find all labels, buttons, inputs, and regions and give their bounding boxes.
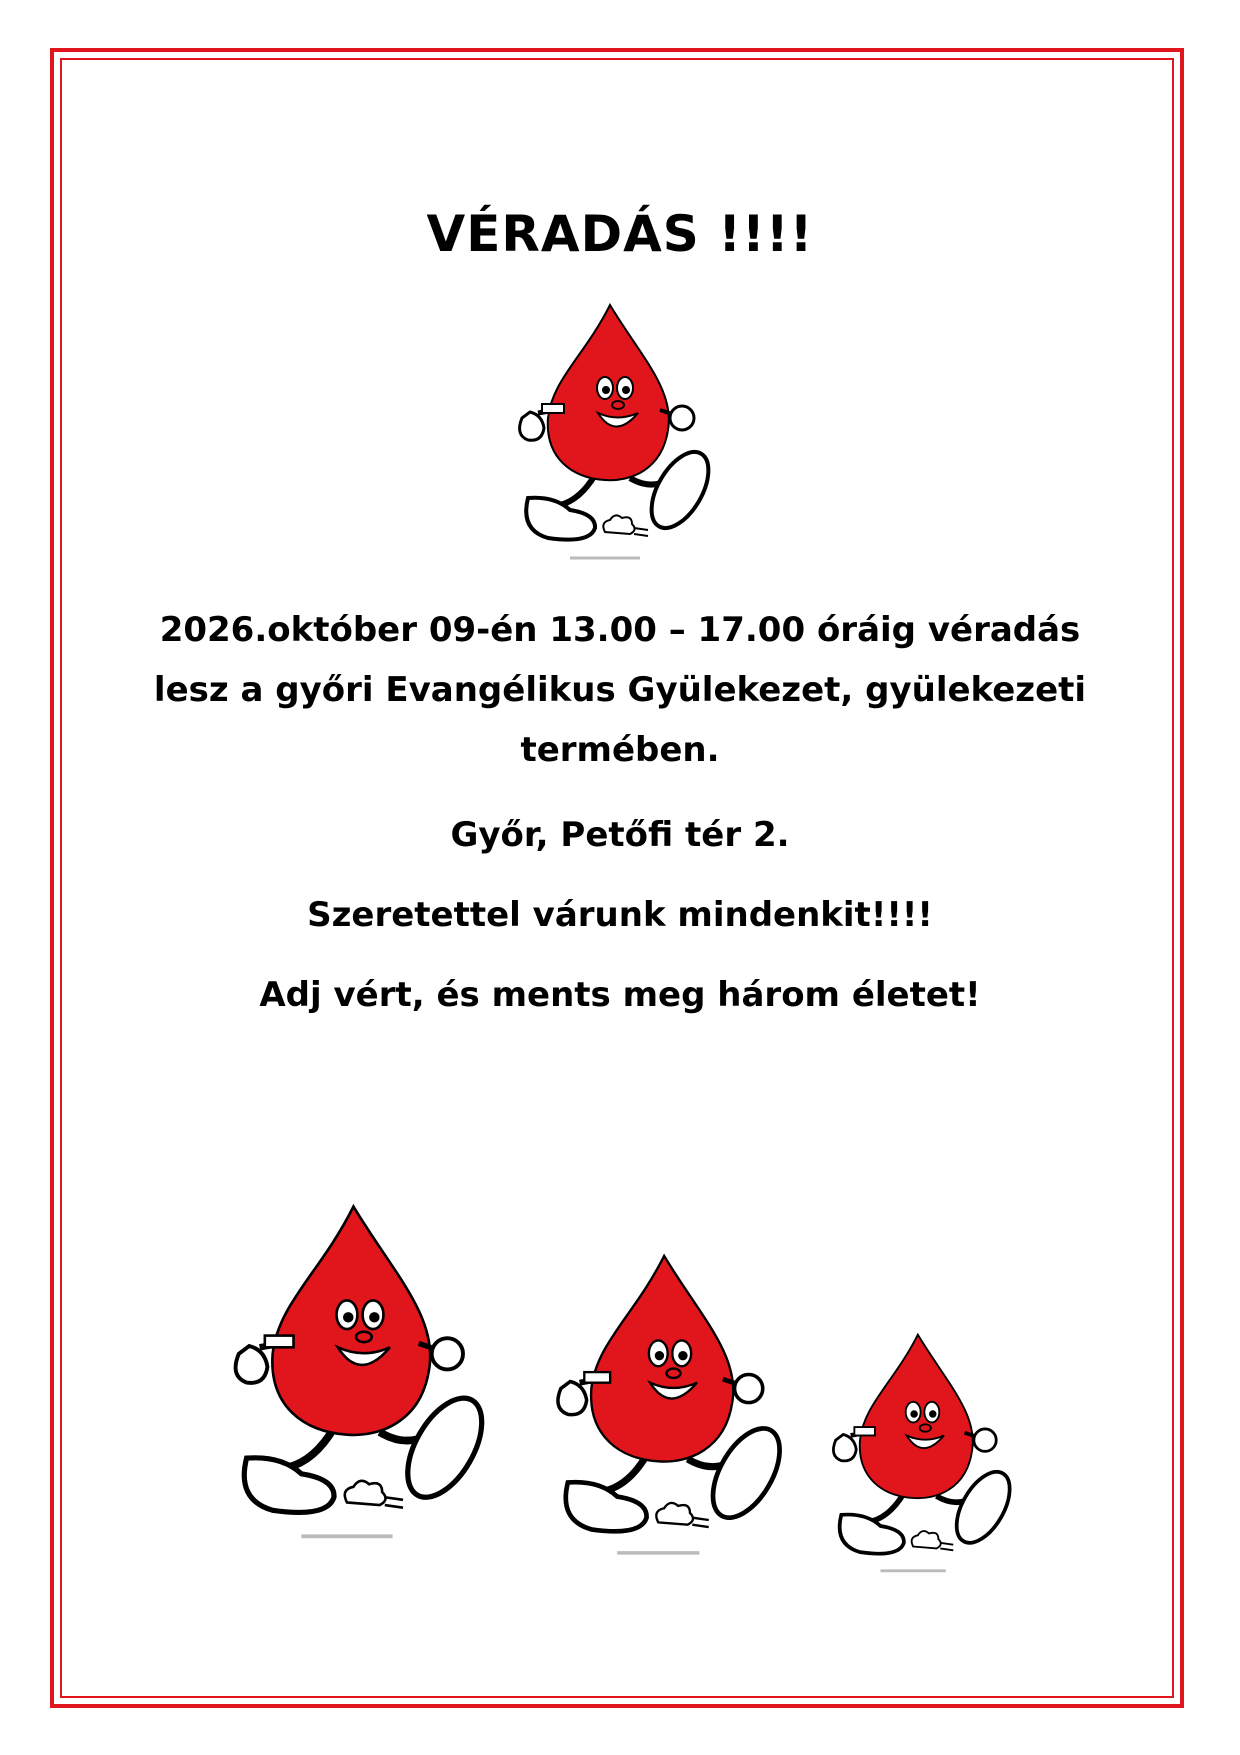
event-address: Győr, Petőfi tér 2.: [450, 815, 790, 855]
slogan-text: Adj vért, és ments meg három életet!: [259, 975, 981, 1015]
poster-title: VÉRADÁS !!!!: [426, 205, 814, 263]
welcome-text: Szeretettel várunk mindenkit!!!!: [307, 895, 933, 935]
blood-drop-mascot-icon: [500, 300, 730, 570]
event-description: 2026.október 09-én 13.00 – 17.00 óráig véradás lesz a győri Evangélikus Gyülekezet, gyülekezeti termében.: [153, 610, 1087, 770]
blood-drop-mascot-icon: [535, 1250, 805, 1567]
blood-drop-mascot-icon: [210, 1200, 510, 1552]
blood-drop-mascot-icon: [815, 1330, 1030, 1582]
